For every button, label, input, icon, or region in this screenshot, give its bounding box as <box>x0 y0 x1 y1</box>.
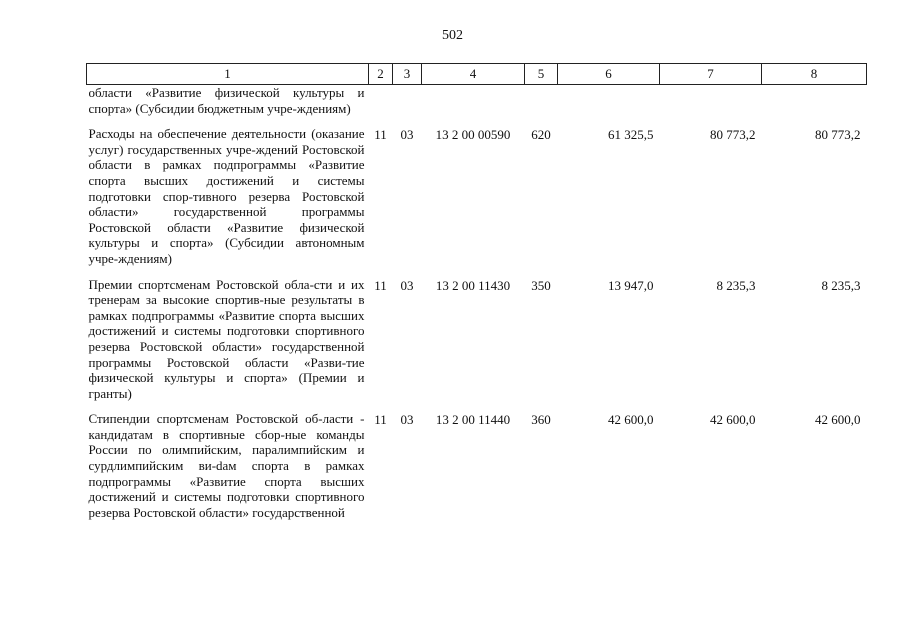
row-spacer <box>87 267 867 277</box>
column-header: 5 <box>525 64 558 85</box>
row-spacer <box>87 401 867 411</box>
row-subsection-code <box>393 85 422 117</box>
row-expense-type-code: 350 <box>531 277 551 293</box>
row-amount-col6: 61 325,5 <box>608 127 654 143</box>
row-amount-col6: 13 947,0 <box>608 277 654 293</box>
row-amount-col8: 8 235,3 <box>821 277 861 293</box>
row-spacer <box>87 116 867 126</box>
table-row <box>87 277 867 402</box>
page-number: 502 <box>442 28 463 43</box>
row-amount-col7: 8 235,3 <box>716 277 756 293</box>
row-section-code: 11 <box>374 277 387 293</box>
row-amount-col6: 42 600,0 <box>608 412 654 428</box>
table-row <box>87 411 867 520</box>
row-subsection-code: 03 <box>400 412 414 428</box>
row-description: Расходы на обеспечение деятельности (оказание услуг) государственных учре-ждений Ростовской области в рамках подпрограммы «Развитие спорта высших достижений и системы подготовки спор-тивного резерва Ростовской области» государственной программы Ростовской области «Развитие физической культуры и спорта» (Субсидии автономным учре-ждениям) <box>88 126 365 266</box>
row-amount-col7: 80 773,2 <box>710 127 756 143</box>
table-row <box>87 126 867 266</box>
row-subsection-code: 03 <box>400 277 414 293</box>
column-header: 7 <box>660 64 762 85</box>
row-target-article-code: 13 2 00 11430 <box>435 277 511 293</box>
row-description: Стипендии спортсменам Ростовской об-ласти - кандидатам в спортивные сбор-ные команды России по олимпийским, паралимпийским и сурдлимпийским ви-dам спорта в рамках подпрограммы «Развитие спорта высших достижений и системы подготовки спортивного резерва Ростовской области» государственной <box>88 411 365 520</box>
row-section-code: 11 <box>374 127 387 143</box>
header-row <box>87 64 867 85</box>
row-expense-type-code <box>525 85 558 117</box>
row-target-article-code: 13 2 00 11440 <box>435 412 511 428</box>
row-amount-col7: 42 600,0 <box>710 412 756 428</box>
budget-table <box>86 63 867 520</box>
row-amount-col8 <box>762 85 867 117</box>
column-header: 8 <box>762 64 867 85</box>
column-header: 6 <box>558 64 660 85</box>
row-amount-col6 <box>558 85 660 117</box>
column-header: 4 <box>422 64 525 85</box>
row-expense-type-code: 620 <box>531 127 551 143</box>
row-section-code: 11 <box>374 412 387 428</box>
row-amount-col8: 42 600,0 <box>815 412 861 428</box>
row-target-article-code <box>422 85 525 117</box>
row-expense-type-code: 360 <box>531 412 551 428</box>
row-section-code <box>369 85 393 117</box>
row-amount-col8: 80 773,2 <box>815 127 861 143</box>
column-header: 3 <box>393 64 422 85</box>
row-description: области «Развитие физической культуры и спорта» (Субсидии бюджетным учре-ждениям) <box>88 85 365 116</box>
row-target-article-code: 13 2 00 00590 <box>435 127 511 143</box>
row-description: Премии спортсменам Ростовской обла-сти и их тренерам за высокие спортив-ные результаты в рамках подпрограммы «Развитие спорта высших достижений и системы подготовки спортивного резерва Ростовской области» государственной программы Ростовской области «Разви-тие физической культуры и спорта» (Премии и гранты) <box>88 276 365 401</box>
row-subsection-code: 03 <box>400 127 414 143</box>
table-row <box>87 85 867 117</box>
column-header: 2 <box>369 64 393 85</box>
row-amount-col7 <box>660 85 762 117</box>
column-header: 1 <box>87 64 369 85</box>
